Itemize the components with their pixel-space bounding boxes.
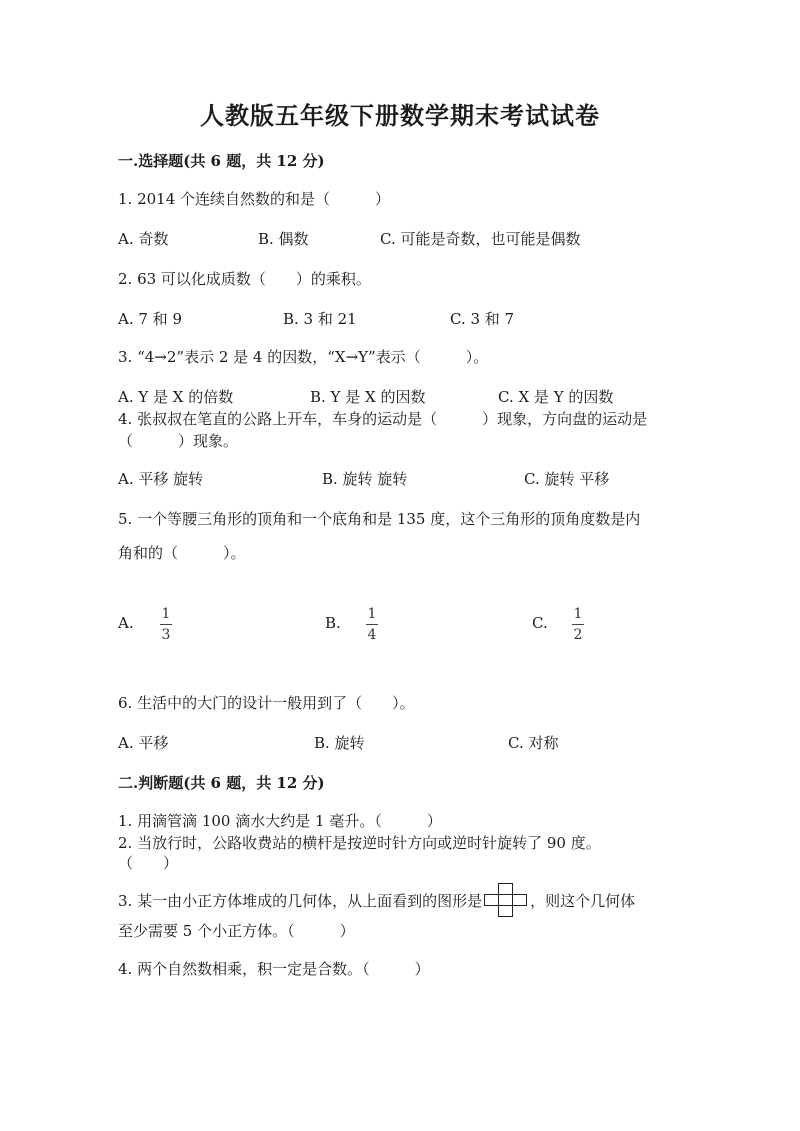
- fraction-bar: [572, 624, 584, 625]
- option-1-1-c: C. 可能是奇数，也可能是偶数: [380, 230, 581, 248]
- option-1-4-b: B. 旋转 旋转: [322, 470, 408, 488]
- option-1-6-a: A. 平移: [118, 734, 169, 752]
- fraction-numerator: 1: [573, 606, 583, 622]
- question-2-1: 1. 用滴管滴 100 滴水大约是 1 毫升。（ ）: [118, 812, 442, 830]
- option-1-4-a: A. 平移 旋转: [118, 470, 204, 488]
- question-2-4: 4. 两个自然数相乘，积一定是合数。（ ）: [118, 960, 430, 978]
- section-heading-judgement: 二.判断题(共 6 题，共 12 分): [118, 774, 325, 792]
- option-1-5-b-fraction: [366, 606, 378, 643]
- question-1-5-line1: 5. 一个等腰三角形的顶角和一个底角和是 135 度，这个三角形的顶角度数是内: [118, 510, 641, 528]
- question-1-4-line2: （ ）现象。: [118, 432, 239, 450]
- option-1-5-c-fraction: [572, 606, 584, 643]
- question-1-1: 1. 2014 个连续自然数的和是（ ）: [118, 190, 391, 208]
- fraction-bar: [366, 624, 378, 625]
- option-1-3-a: A. Y 是 X 的倍数: [118, 388, 234, 406]
- question-2-3-text-start: 3. 某一由小正方体堆成的几何体，从上面看到的图形是: [118, 892, 483, 910]
- option-1-1-a: A. 奇数: [118, 230, 169, 248]
- question-1-2: 2. 63 可以化成质数（ ）的乘积。: [118, 270, 371, 288]
- option-1-5-a-fraction: [160, 606, 172, 643]
- option-1-5-b-label: B.: [325, 614, 341, 632]
- option-1-6-b: B. 旋转: [314, 734, 365, 752]
- option-1-1-b: B. 偶数: [258, 230, 309, 248]
- option-1-3-c: C. X 是 Y 的因数: [498, 388, 614, 406]
- fraction-bar: [160, 624, 172, 625]
- page-title: 人教版五年级下册数学期末考试试卷: [200, 101, 600, 130]
- question-2-3-line1: [118, 883, 635, 921]
- fraction-denominator: 3: [161, 627, 171, 643]
- fraction-denominator: 2: [573, 627, 583, 643]
- question-2-2-line1: 2. 当放行时，公路收费站的横杆是按逆时针方向或逆时针旋转了 90 度。: [118, 834, 601, 852]
- fraction-numerator: 1: [161, 606, 171, 622]
- section-heading-choice: 一.选择题(共 6 题，共 12 分): [118, 152, 325, 170]
- question-1-5-line2: 角和的（ ）。: [118, 544, 246, 562]
- option-1-4-c: C. 旋转 平移: [524, 470, 610, 488]
- option-1-2-a: A. 7 和 9: [118, 310, 182, 328]
- question-2-3-text-end: ，则这个几何体: [530, 892, 636, 910]
- question-2-2-line2: （ ）: [118, 854, 179, 872]
- option-1-5-a-label: A.: [118, 614, 134, 632]
- option-1-2-b: B. 3 和 21: [283, 310, 357, 328]
- cross-shape-figure: [484, 883, 528, 921]
- option-1-5-c-label: C.: [532, 614, 548, 632]
- option-1-2-c: C. 3 和 7: [450, 310, 515, 328]
- fraction-numerator: 1: [367, 606, 377, 622]
- option-1-3-b: B. Y 是 X 的因数: [310, 388, 426, 406]
- option-1-6-c: C. 对称: [508, 734, 559, 752]
- question-1-3: 3. “4→2”表示 2 是 4 的因数，“X→Y”表示（ ）。: [118, 348, 489, 366]
- fraction-denominator: 4: [367, 627, 377, 643]
- question-2-3-line2: 至少需要 5 个小正方体。（ ）: [118, 922, 355, 940]
- question-1-6: 6. 生活中的大门的设计一般用到了（ ）。: [118, 694, 415, 712]
- question-1-4-line1: 4. 张叔叔在笔直的公路上开车，车身的运动是（ ）现象，方向盘的运动是: [118, 410, 648, 428]
